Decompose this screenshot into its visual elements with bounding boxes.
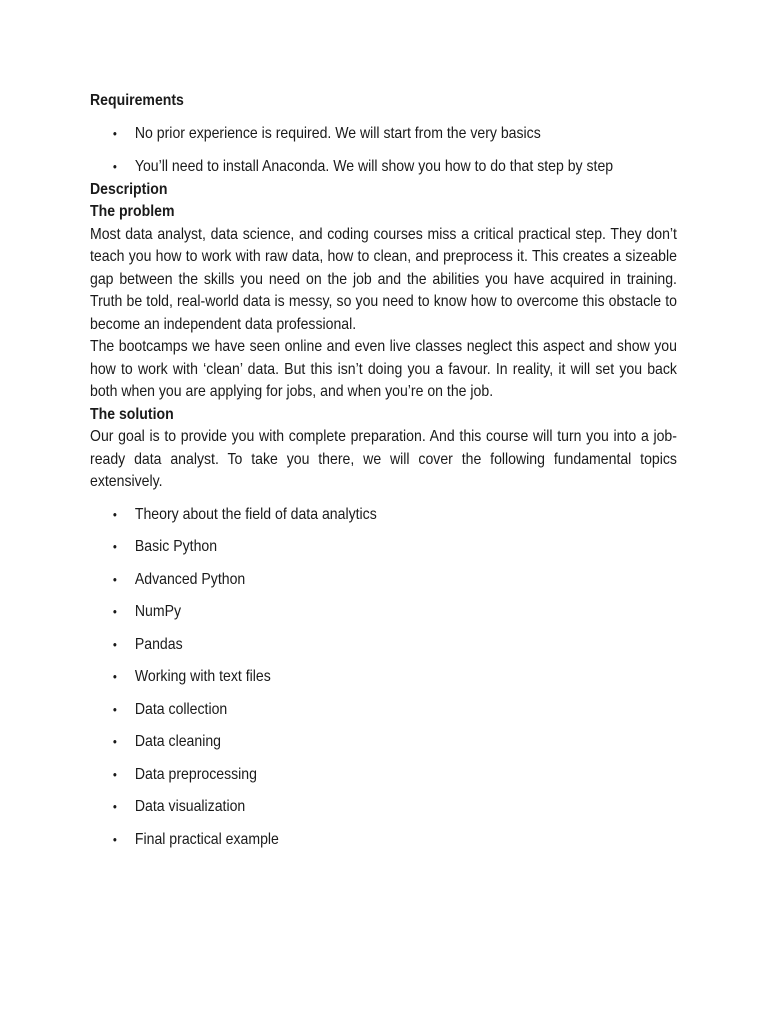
list-item bbox=[90, 123, 677, 146]
problem-paragraph: Most data analyst, data science, and coding courses miss a critical practical step. They don’t teach you how to work with raw data, how to clean, and preprocess it. This creates a sizeable gap between the skills you need on the job and the abilities you have acquired in training. Truth be told, real-world data is messy, so you need to know how to overcome this obstacle to become an independent data professional. bbox=[90, 225, 677, 333]
bullet-icon: • bbox=[112, 766, 117, 782]
bullet-icon: • bbox=[112, 159, 117, 174]
bullet-icon: • bbox=[112, 669, 117, 684]
document-page bbox=[90, 90, 677, 851]
bullet-icon: • bbox=[112, 506, 117, 522]
list-item bbox=[90, 764, 677, 787]
requirements-heading: Requirements bbox=[90, 92, 184, 109]
solution-intro: Our goal is to provide you with complete preparation. And this course will turn you into a job-ready data analyst. To take you there, we will cover the following fundamental topics extensively. bbox=[90, 428, 677, 490]
list-item-text: Basic Python bbox=[134, 538, 218, 555]
list-item bbox=[90, 829, 677, 852]
list-item-text: Final practical example bbox=[134, 830, 279, 848]
list-item bbox=[90, 156, 677, 179]
list-item bbox=[90, 569, 677, 592]
bullet-icon: • bbox=[112, 539, 117, 554]
bullet-icon: • bbox=[112, 636, 117, 652]
list-item bbox=[90, 731, 677, 754]
list-item-text: NumPy bbox=[134, 603, 182, 620]
bullet-icon: • bbox=[112, 734, 117, 749]
bullet-icon: • bbox=[112, 701, 117, 717]
list-item-text: Working with text files bbox=[134, 668, 271, 685]
list-item bbox=[90, 536, 677, 559]
topics-list bbox=[90, 504, 677, 852]
problem-paragraph: The bootcamps we have seen online and even live classes neglect this aspect and show you how to work with ‘clean’ data. But this isn’t doing you a favour. In reality, it will set you back both when you are applying for jobs, and when you’re on the job. bbox=[90, 338, 677, 400]
list-item bbox=[90, 666, 677, 689]
solution-heading: The solution bbox=[90, 405, 174, 423]
list-item-text: Theory about the field of data analytics bbox=[134, 505, 377, 523]
list-item-text: Data collection bbox=[134, 700, 228, 718]
list-item-text: Data visualization bbox=[134, 798, 246, 815]
list-item-text: You’ll need to install Anaconda. We will show you how to do that step by step bbox=[134, 158, 614, 175]
problem-heading: The problem bbox=[90, 203, 175, 220]
bullet-icon: • bbox=[112, 799, 117, 814]
description-heading: Description bbox=[90, 180, 168, 198]
list-item-text: Pandas bbox=[134, 635, 183, 653]
list-item-text: Advanced Python bbox=[134, 570, 246, 588]
bullet-icon: • bbox=[112, 125, 117, 141]
list-item bbox=[90, 634, 677, 657]
bullet-icon: • bbox=[112, 831, 117, 847]
list-item bbox=[90, 601, 677, 624]
requirements-list bbox=[90, 123, 677, 179]
list-item-text: No prior experience is required. We will start from the very basics bbox=[134, 124, 541, 142]
list-item bbox=[90, 504, 677, 527]
list-item-text: Data cleaning bbox=[134, 733, 221, 750]
bullet-icon: • bbox=[112, 604, 117, 619]
list-item-text: Data preprocessing bbox=[134, 765, 257, 783]
list-item bbox=[90, 796, 677, 819]
list-item bbox=[90, 699, 677, 722]
bullet-icon: • bbox=[112, 571, 117, 587]
